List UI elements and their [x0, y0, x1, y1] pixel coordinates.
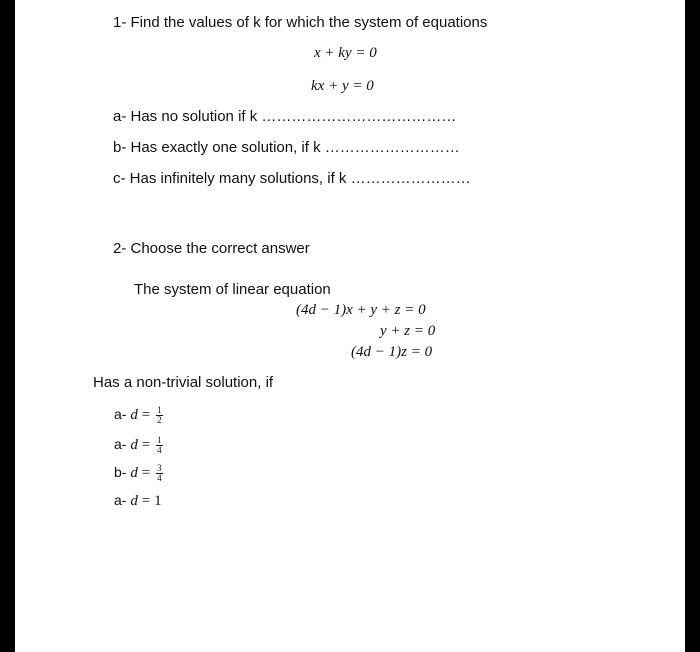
option-variable: d [130, 407, 138, 423]
option-variable: d [130, 465, 138, 481]
question-2-intro: The system of linear equation [134, 281, 331, 298]
option-prefix: a- [114, 436, 127, 452]
option-4[interactable]: a- d = 1 [114, 492, 162, 509]
option-prefix: a- [114, 492, 127, 508]
question-1-title: 1- Find the values of k for which the system of equations [113, 14, 488, 31]
question-2-equation-2: y + z = 0 [380, 323, 436, 339]
question-2-equation-3: (4d − 1)z = 0 [351, 344, 433, 360]
option-fraction: $\frac{1}{2}$ [157, 404, 162, 425]
option-fraction: $\frac{3}{4}$ [157, 462, 162, 483]
question-1-part-b: b- Has exactly one solution, if k ……………………… [113, 139, 460, 156]
option-1[interactable]: a- d = $\frac{1}{2}$ [114, 404, 162, 425]
option-2[interactable]: a- d = $\frac{1}{4}$ [114, 434, 162, 455]
option-value: 1 [154, 493, 162, 509]
question-2-condition: Has a non-trivial solution, if [93, 374, 274, 391]
option-fraction: $\frac{1}{4}$ [157, 434, 162, 455]
question-1-equation-1: x + ky = 0 [314, 45, 377, 61]
worksheet-page [15, 0, 685, 652]
question-1-part-c: c- Has infinitely many solutions, if k …………………… [113, 170, 471, 187]
option-variable: d [130, 493, 138, 509]
question-2-equation-1: (4d − 1)x + y + z = 0 [296, 302, 426, 318]
question-1-part-a: a- Has no solution if k ………………………………… [113, 108, 457, 125]
option-prefix: a- [114, 406, 127, 422]
question-2-title: 2- Choose the correct answer [113, 240, 310, 257]
option-prefix: b- [114, 464, 127, 480]
option-3[interactable]: b- d = $\frac{3}{4}$ [114, 462, 162, 483]
option-variable: d [130, 437, 138, 453]
question-1-equation-2: kx + y = 0 [311, 78, 374, 94]
